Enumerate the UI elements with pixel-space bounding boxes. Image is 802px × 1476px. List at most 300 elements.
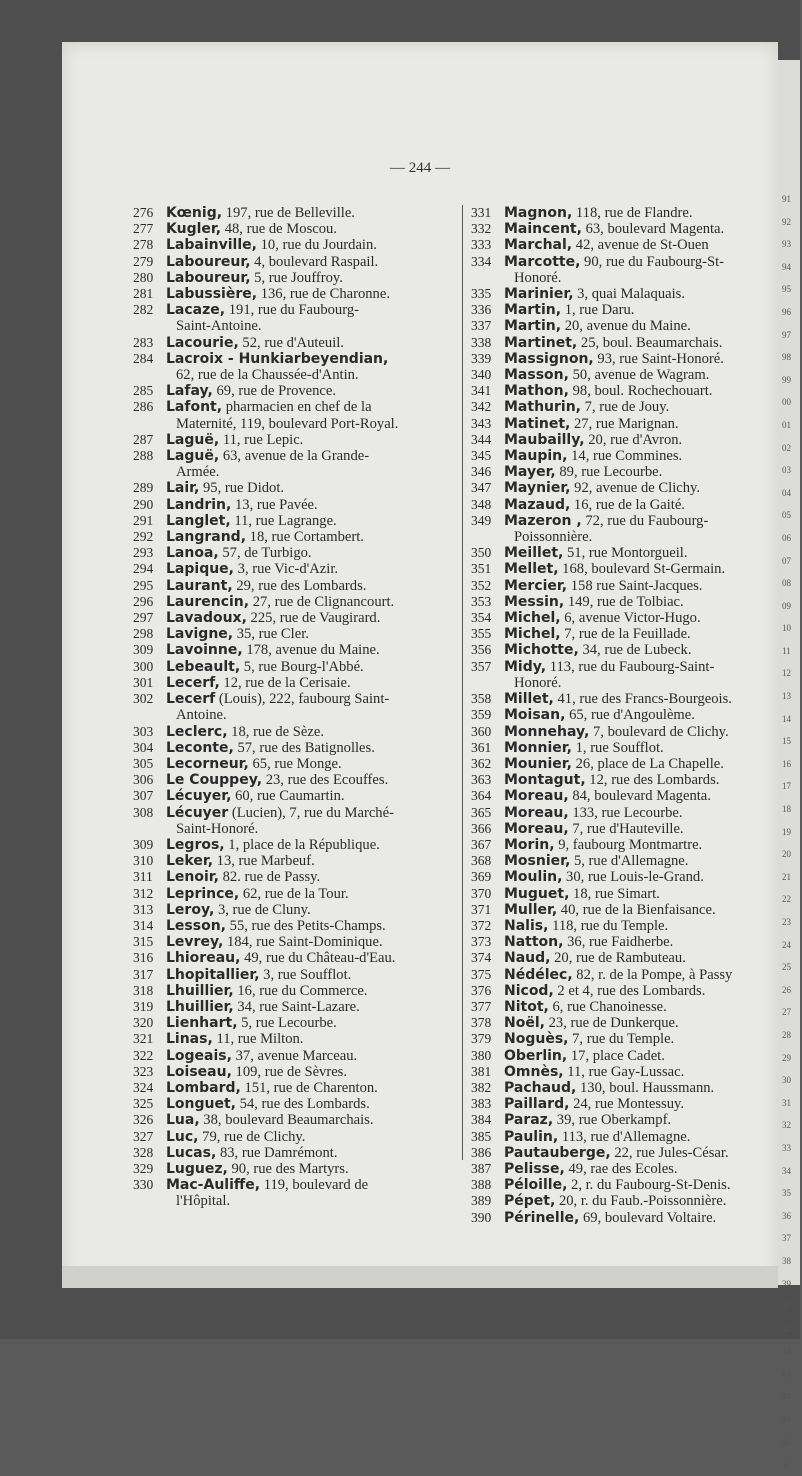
adjacent-page-number: 10 (782, 623, 791, 634)
entry-address: 26, place de La Chapelle. (571, 755, 724, 772)
adjacent-page-number: 42 (782, 1346, 791, 1357)
entry-address: 49, rae des Ecoles. (564, 1160, 678, 1177)
directory-entry (133, 837, 453, 853)
entry-address: 63, boulevard Magenta. (581, 221, 725, 238)
entry-name: Paulin, (504, 1128, 559, 1145)
directory-entry (471, 367, 786, 383)
adjacent-page-number: 38 (782, 1255, 791, 1266)
directory-entry (471, 351, 786, 367)
entry-address: 11, rue Gay-Lussac. (563, 1063, 685, 1080)
entry-name: Lebeault, (166, 658, 241, 675)
directory-entry (471, 237, 786, 253)
directory-entry (133, 659, 453, 675)
entry-address: 24, rue Montessuy. (569, 1096, 684, 1113)
entry-address: 133, rue Lecourbe. (568, 804, 683, 821)
entry-number: 287 (133, 431, 154, 447)
entry-name: Lacourie, (166, 334, 239, 351)
entry-address: 90, rue des Martyrs. (227, 1160, 349, 1177)
entry-number: 363 (471, 772, 492, 788)
entry-name: Marinier, (504, 286, 574, 303)
directory-entry (471, 254, 786, 286)
entry-name: Midy, (504, 658, 547, 675)
entry-address: 1, place de la République. (224, 836, 380, 853)
directory-entry (471, 659, 786, 691)
adjacent-page-number: 02 (782, 442, 791, 453)
adjacent-page-number: 93 (782, 239, 791, 250)
adjacent-page-number: 15 (782, 736, 791, 747)
entry-number: 306 (133, 772, 154, 788)
directory-entry (133, 448, 453, 480)
entry-name: Noguès, (504, 1031, 569, 1048)
entry-address-continuation: Armée. (176, 464, 220, 481)
entry-name: Levrey, (166, 934, 224, 951)
entry-address: 7, rue du Temple. (568, 1031, 675, 1048)
entry-number: 322 (133, 1047, 154, 1063)
entry-number: 359 (471, 707, 492, 723)
adjacent-page-number: 07 (782, 555, 791, 566)
entry-number: 356 (471, 642, 492, 658)
entry-number: 340 (471, 367, 492, 383)
entry-name: Péloille, (504, 1177, 568, 1194)
entry-name: Leconte, (166, 739, 234, 756)
directory-entry (471, 399, 786, 415)
entry-address: 95, rue Didot. (199, 480, 285, 497)
entry-name: Masson, (504, 367, 569, 384)
entry-name: Kœnig, (166, 205, 223, 221)
directory-entry (471, 853, 786, 869)
entry-address-continuation: Honoré. (514, 674, 562, 691)
entry-number: 300 (133, 658, 154, 674)
adjacent-page-number: 34 (782, 1165, 791, 1176)
directory-entry (471, 950, 786, 966)
directory-entry (471, 983, 786, 999)
entry-number: 329 (133, 1160, 154, 1176)
entry-address: 41, rue des Francs-Bourgeois. (553, 691, 732, 708)
entry-address: 49, rue du Château-d'Eau. (240, 950, 396, 967)
entry-number: 361 (471, 739, 492, 755)
entry-address: 90, rue du Faubourg-St- (580, 253, 725, 270)
entry-number: 309 (133, 836, 154, 852)
entry-number: 307 (133, 788, 154, 804)
entry-number: 284 (133, 350, 154, 366)
directory-entry (133, 950, 453, 966)
entry-number: 381 (471, 1063, 492, 1079)
directory-entry (133, 934, 453, 950)
entry-name: Lafont, (166, 399, 223, 416)
entry-name: Maubailly, (504, 431, 585, 448)
entry-address: pharmacien en chef de la (222, 399, 372, 416)
directory-entry (471, 545, 786, 561)
entry-number: 304 (133, 739, 154, 755)
adjacent-page-number: 19 (782, 826, 791, 837)
entry-number: 286 (133, 399, 154, 415)
entry-name: Moisan, (504, 707, 566, 724)
entry-name: Kugler, (166, 221, 222, 238)
entry-address: 18, rue Simart. (569, 885, 660, 902)
entry-number: 302 (133, 691, 154, 707)
directory-entry (471, 286, 786, 302)
entry-name: Lhopitallier, (166, 966, 260, 983)
entry-address: 197, rue de Belleville. (222, 205, 355, 221)
entry-number: 321 (133, 1031, 154, 1047)
entry-address: 7, rue d'Hauteville. (568, 820, 684, 837)
entry-address: 1, rue Soufflot. (571, 739, 664, 756)
entry-number: 354 (471, 610, 492, 626)
entry-number: 330 (133, 1177, 154, 1193)
directory-entry (133, 545, 453, 561)
adjacent-page-number: 06 (782, 532, 791, 543)
entry-number: 338 (471, 334, 492, 350)
entry-number: 348 (471, 496, 492, 512)
entry-name: Laboureur, (166, 253, 251, 270)
directory-entry (133, 869, 453, 885)
adjacent-page-number: 98 (782, 352, 791, 363)
entry-address: 191, rue du Faubourg- (225, 302, 359, 319)
entry-name: Maincent, (504, 221, 582, 238)
entry-number: 288 (133, 448, 154, 464)
entry-name: Laboureur, (166, 269, 251, 286)
entry-name: Paillard, (504, 1096, 570, 1113)
entry-address: 149, rue de Tolbiac. (564, 593, 684, 610)
entry-number: 296 (133, 593, 154, 609)
adjacent-page-number: 04 (782, 487, 791, 498)
entry-number: 301 (133, 674, 154, 690)
adjacent-page-number: 95 (782, 284, 791, 295)
directory-entry (471, 1210, 786, 1226)
entry-name: Martin, (504, 318, 562, 335)
entry-name: Lucas, (166, 1144, 217, 1161)
left-column (133, 205, 453, 1210)
entry-number: 357 (471, 658, 492, 674)
directory-entry (133, 902, 453, 918)
entry-number: 293 (133, 545, 154, 561)
entry-name: Luc, (166, 1128, 199, 1145)
adjacent-page-number: 33 (782, 1142, 791, 1153)
entry-address: 27, rue Marignan. (570, 415, 679, 432)
adjacent-page-number: 01 (782, 419, 791, 430)
entry-address: 25, boul. Beaumarchais. (577, 334, 723, 351)
entry-number: 386 (471, 1144, 492, 1160)
entry-address: 72, rue du Faubourg- (581, 512, 709, 529)
directory-entry (133, 480, 453, 496)
entry-number: 368 (471, 853, 492, 869)
entry-number: 349 (471, 512, 492, 528)
adjacent-page-number: 99 (782, 374, 791, 385)
entry-number: 369 (471, 869, 492, 885)
entry-name: Périnelle, (504, 1209, 580, 1226)
adjacent-page-number: 03 (782, 465, 791, 476)
entry-number: 376 (471, 982, 492, 998)
entry-address: (Lucien), 7, rue du Marché- (228, 804, 394, 821)
directory-entry (133, 513, 453, 529)
adjacent-page-number: 46 (782, 1436, 791, 1447)
directory-entry (133, 1080, 453, 1096)
entry-name: Moreau, (504, 804, 569, 821)
entry-address: 22, rue Jules-César. (610, 1144, 729, 1161)
adjacent-page-number: 31 (782, 1097, 791, 1108)
entry-name: Lafay, (166, 383, 213, 400)
entry-address: 178, avenue du Maine. (242, 642, 380, 659)
adjacent-page-number: 96 (782, 306, 791, 317)
entry-name: Messin, (504, 593, 565, 610)
entry-name: Moulin, (504, 869, 563, 886)
entry-number: 297 (133, 610, 154, 626)
entry-number: 317 (133, 966, 154, 982)
entry-name: Michotte, (504, 642, 579, 659)
directory-entry (471, 740, 786, 756)
entry-address: 109, rue de Sèvres. (231, 1063, 348, 1080)
directory-entry (133, 383, 453, 399)
directory-entry (471, 1161, 786, 1177)
entry-address: 30, rue Louis-le-Grand. (562, 869, 704, 886)
entry-name: Michel, (504, 626, 561, 643)
directory-entry (471, 805, 786, 821)
entry-address: 20, rue de Rambuteau. (550, 950, 686, 967)
entry-address: 40, rue de la Bienfaisance. (557, 901, 716, 918)
entry-address: 18, rue Cortambert. (246, 529, 364, 546)
adjacent-page-number: 35 (782, 1188, 791, 1199)
adjacent-page-number: 44 (782, 1391, 791, 1402)
directory-entry (471, 772, 786, 788)
entry-number: 352 (471, 577, 492, 593)
entry-number: 318 (133, 982, 154, 998)
entry-number: 319 (133, 998, 154, 1014)
entry-number: 281 (133, 286, 154, 302)
directory-entry (133, 561, 453, 577)
entry-name: Lhuillier, (166, 982, 234, 999)
entry-name: Lesson, (166, 917, 226, 934)
entry-name: Mayer, (504, 464, 556, 481)
entry-number: 289 (133, 480, 154, 496)
entry-number: 326 (133, 1112, 154, 1128)
entry-number: 383 (471, 1096, 492, 1112)
directory-entry (471, 594, 786, 610)
entry-address: 9, faubourg Montmartre. (554, 836, 703, 853)
entry-name: Moreau, (504, 788, 569, 805)
entry-address: 225, rue de Vaugirard. (246, 610, 381, 627)
entry-name: Mellet, (504, 561, 559, 578)
entry-number: 320 (133, 1015, 154, 1031)
entry-name: Labussière, (166, 286, 258, 303)
entry-number: 390 (471, 1209, 492, 1225)
entry-address: 55, rue des Petits-Champs. (226, 917, 386, 934)
entry-number: 315 (133, 934, 154, 950)
directory-entry (471, 464, 786, 480)
directory-entry (471, 756, 786, 772)
directory-entry (133, 594, 453, 610)
adjacent-page-number: 91 (782, 194, 791, 204)
entry-address: 3, rue Soufflot. (259, 966, 352, 983)
entry-number: 362 (471, 755, 492, 771)
directory-entry (133, 788, 453, 804)
directory-entry (133, 254, 453, 270)
entry-number: 334 (471, 253, 492, 269)
entry-number: 374 (471, 950, 492, 966)
entry-name: Marcotte, (504, 253, 581, 270)
adjacent-page-number: 20 (782, 849, 791, 860)
directory-entry (133, 335, 453, 351)
entry-name: Marchal, (504, 237, 573, 254)
entry-address: 4, boulevard Raspail. (250, 253, 379, 270)
entry-address: 34, rue Saint-Lazare. (233, 998, 360, 1015)
entry-name: Labainville, (166, 237, 257, 254)
entry-name: Mercier, (504, 577, 568, 594)
directory-entry (471, 561, 786, 577)
adjacent-page-number: 18 (782, 804, 791, 815)
adjacent-page-number: 28 (782, 1029, 791, 1040)
entry-number: 298 (133, 626, 154, 642)
entry-address: 54, rue des Lombards. (236, 1096, 370, 1113)
entry-name: Laguë, (166, 431, 220, 448)
directory-entry (133, 967, 453, 983)
entry-number: 364 (471, 788, 492, 804)
entry-number: 350 (471, 545, 492, 561)
entry-address: 69, rue de Provence. (212, 383, 337, 400)
entry-name: Morin, (504, 836, 555, 853)
entry-number: 344 (471, 431, 492, 447)
adjacent-page-number: 94 (782, 261, 791, 272)
entry-address: 12, rue des Lombards. (585, 772, 720, 789)
entry-number: 380 (471, 1047, 492, 1063)
adjacent-page-number: 36 (782, 1210, 791, 1221)
entry-name: Lavadoux, (166, 610, 247, 627)
entry-address: 39, rue Oberkampf. (553, 1112, 672, 1129)
entry-number: 311 (133, 869, 153, 885)
directory-entry (471, 626, 786, 642)
entry-address: 118, rue du Temple. (548, 917, 669, 934)
entry-address-continuation: l'Hôpital. (176, 1193, 231, 1210)
entry-name: Mathon, (504, 383, 569, 400)
entry-name: Lanoa, (166, 545, 219, 562)
directory-entry (133, 772, 453, 788)
adjacent-page-number: 09 (782, 600, 791, 611)
entry-name: Langrand, (166, 529, 247, 546)
entry-name: Nicod, (504, 982, 554, 999)
entry-number: 367 (471, 836, 492, 852)
directory-entry (133, 886, 453, 902)
adjacent-page-number: 13 (782, 691, 791, 702)
entry-address: 130, boul. Haussmann. (576, 1079, 715, 1096)
entry-address: 82. rue de Passy. (218, 869, 321, 886)
directory-entry (471, 1096, 786, 1112)
entry-number: 343 (471, 415, 492, 431)
directory-entry (133, 918, 453, 934)
directory-entry (471, 724, 786, 740)
entry-number: 373 (471, 934, 492, 950)
entry-number: 372 (471, 917, 492, 933)
directory-entry (133, 691, 453, 723)
entry-number: 276 (133, 205, 154, 220)
entry-number: 323 (133, 1063, 154, 1079)
directory-entry (133, 351, 453, 383)
entry-number: 346 (471, 464, 492, 480)
entry-name: Leroy, (166, 901, 215, 918)
entry-name: Linas, (166, 1031, 213, 1048)
entry-name: Laguë, (166, 448, 220, 465)
directory-entry (471, 1193, 786, 1209)
entry-name: Martinet, (504, 334, 578, 351)
entry-number: 333 (471, 237, 492, 253)
adjacent-page-number: 22 (782, 894, 791, 905)
entry-address: 16, rue de la Gaité. (570, 496, 685, 513)
entry-name: Lavigne, (166, 626, 234, 643)
entry-address: 57, de Turbigo. (218, 545, 312, 562)
entry-address: 3, rue de Cluny. (214, 901, 311, 918)
entry-address: 118, rue de Flandre. (572, 205, 693, 221)
entry-name: Paraz, (504, 1112, 554, 1129)
entry-number: 351 (471, 561, 492, 577)
directory-entry (133, 999, 453, 1015)
entry-address: 151, rue de Charenton. (240, 1079, 378, 1096)
entry-address: 38, boulevard Beaumarchais. (199, 1112, 374, 1129)
entry-number: 345 (471, 448, 492, 464)
entry-address-continuation: Maternité, 119, boulevard Port-Royal. (176, 415, 399, 432)
entry-name: Lombard, (166, 1079, 241, 1096)
entry-address: 184, rue Saint-Dominique. (223, 934, 383, 951)
entry-name: Moreau, (504, 820, 569, 837)
adjacent-page-number: 25 (782, 962, 791, 973)
entry-address: 89, rue Lecourbe. (555, 464, 663, 481)
adjacent-page-number: 17 (782, 781, 791, 792)
directory-entry (471, 480, 786, 496)
entry-address: 65, rue d'Angoulème. (565, 707, 695, 724)
directory-entry (471, 918, 786, 934)
entry-number: 312 (133, 885, 154, 901)
adjacent-page-number: 27 (782, 1007, 791, 1018)
directory-entry (471, 221, 786, 237)
directory-entry (471, 448, 786, 464)
entry-address: 93, rue Saint-Honoré. (593, 350, 724, 367)
directory-entry (133, 675, 453, 691)
entry-name: Lhuillier, (166, 998, 234, 1015)
directory-entry (133, 1161, 453, 1177)
entry-number: 280 (133, 269, 154, 285)
entry-number: 328 (133, 1144, 154, 1160)
entry-number: 327 (133, 1128, 154, 1144)
directory-entry (133, 286, 453, 302)
entry-address: 82, r. de la Pompe, à Passy (572, 966, 733, 983)
directory-entry (133, 1015, 453, 1031)
directory-entry (133, 1177, 453, 1209)
entry-address: 12, rue de la Cerisaie. (219, 674, 351, 691)
entry-number: 385 (471, 1128, 492, 1144)
entry-number: 371 (471, 901, 492, 917)
entry-address: 1, rue Daru. (561, 302, 635, 319)
entry-address: 20, rue d'Avron. (584, 431, 683, 448)
directory-entry (133, 1096, 453, 1112)
entry-name: Nalis, (504, 917, 549, 934)
entry-number: 366 (471, 820, 492, 836)
entry-address: 113, rue d'Allemagne. (558, 1128, 691, 1145)
entry-address: 42, avenue de St-Ouen (572, 237, 709, 254)
directory-entry (471, 205, 786, 221)
adjacent-page-number: 21 (782, 871, 791, 882)
entry-address: 65, rue Monge. (248, 755, 342, 772)
directory-entry (133, 610, 453, 626)
entry-address: 18, rue de Sèze. (227, 723, 324, 740)
entry-name: Lhioreau, (166, 950, 241, 967)
directory-entry (133, 1145, 453, 1161)
entry-name: Lécuyer (166, 804, 229, 821)
adjacent-page-number: 00 (782, 397, 791, 408)
page-number: — 244 — (390, 160, 450, 176)
entry-address-continuation: Poissonnière. (514, 529, 593, 546)
entry-address: 3, rue Vic-d'Azir. (234, 561, 339, 578)
entry-address-continuation: Saint-Antoine. (176, 318, 262, 335)
entry-name: Montagut, (504, 772, 586, 789)
directory-entry (133, 529, 453, 545)
entry-name: Muguet, (504, 885, 570, 902)
